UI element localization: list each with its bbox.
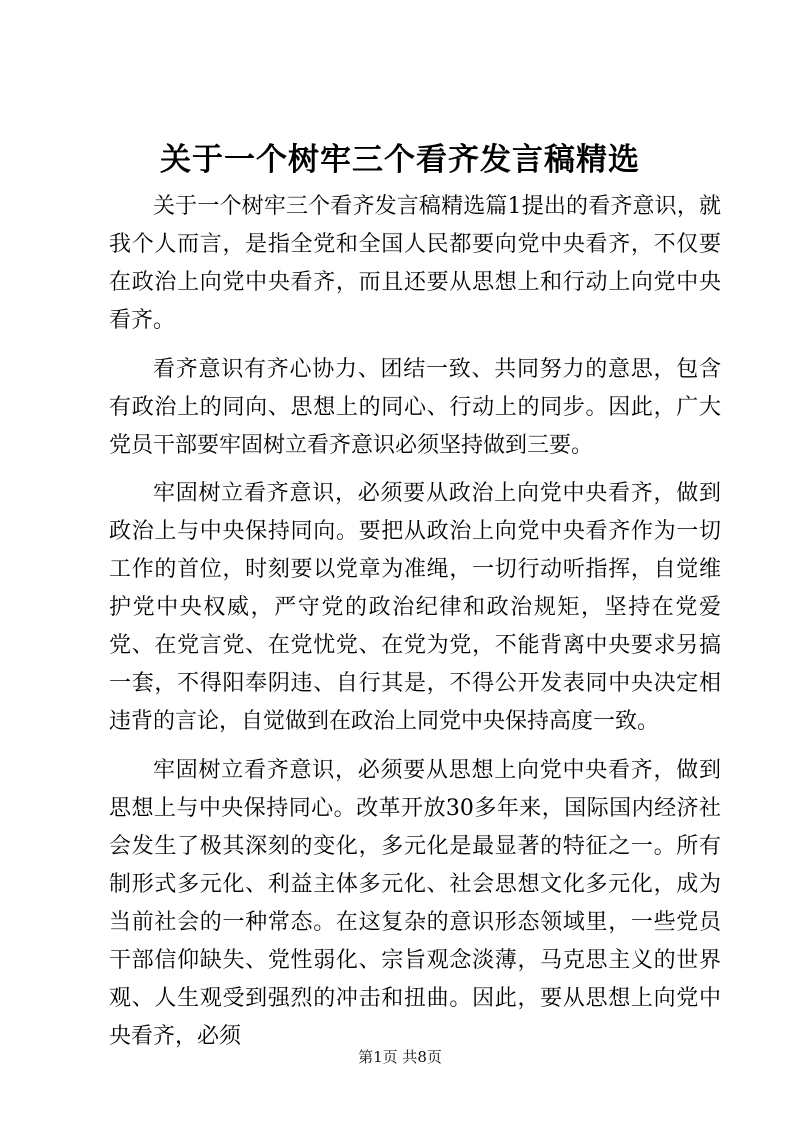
paragraph-3: 牢固树立看齐意识，必须要从政治上向党中央看齐，做到政治上与中央保持同向。要把从政治上向党中央看齐作为一切工作的首位，时刻要以党章为准绳，一切行动听指挥，自觉维护党中央权威，严守党的政治纪律和政治规矩，坚持在党爱党、在党言党、在党忧党、在党为党，不能背离中央要求另搞一套，不得阳奉阴违、自行其是，不得公开发表同中央决定相违背的言论，自觉做到在政治上同党中央保持高度一致。 bbox=[109, 481, 721, 734]
document-title: 关于一个树牢三个看齐发言稿精选 bbox=[160, 142, 640, 178]
page-number-footer: 第1页 共8页 bbox=[358, 1048, 442, 1066]
paragraph-1: 关于一个树牢三个看齐发言稿精选篇1提出的看齐意识，就我个人而言，是指全党和全国人民都要向党中央看齐，不仅要在政治上向党中央看齐，而且还要从思想上和行动上向党中央看齐。 bbox=[109, 194, 721, 333]
paragraph-2: 看齐意识有齐心协力、团结一致、共同努力的意思，包含有政治上的同向、思想上的同心、行动上的同步。因此，广大党员干部要牢固树立看齐意识必须坚持做到三要。 bbox=[109, 356, 721, 458]
paragraph-4: 牢固树立看齐意识，必须要从思想上向党中央看齐，做到思想上与中央保持同心。改革开放30多年来，国际国内经济社会发生了极其深刻的变化，多元化是最显著的特征之一。所有制形式多元化、利益主体多元化、社会思想文化多元化，成为当前社会的一种常态。在这复杂的意识形态领域里，一些党员干部信仰缺失、党性弱化、宗旨观念淡薄，马克思主义的世界观、人生观受到强烈的冲击和扭曲。因此，要从思想上向党中央看齐，必须 bbox=[109, 757, 721, 1049]
document-body bbox=[109, 188, 721, 1066]
